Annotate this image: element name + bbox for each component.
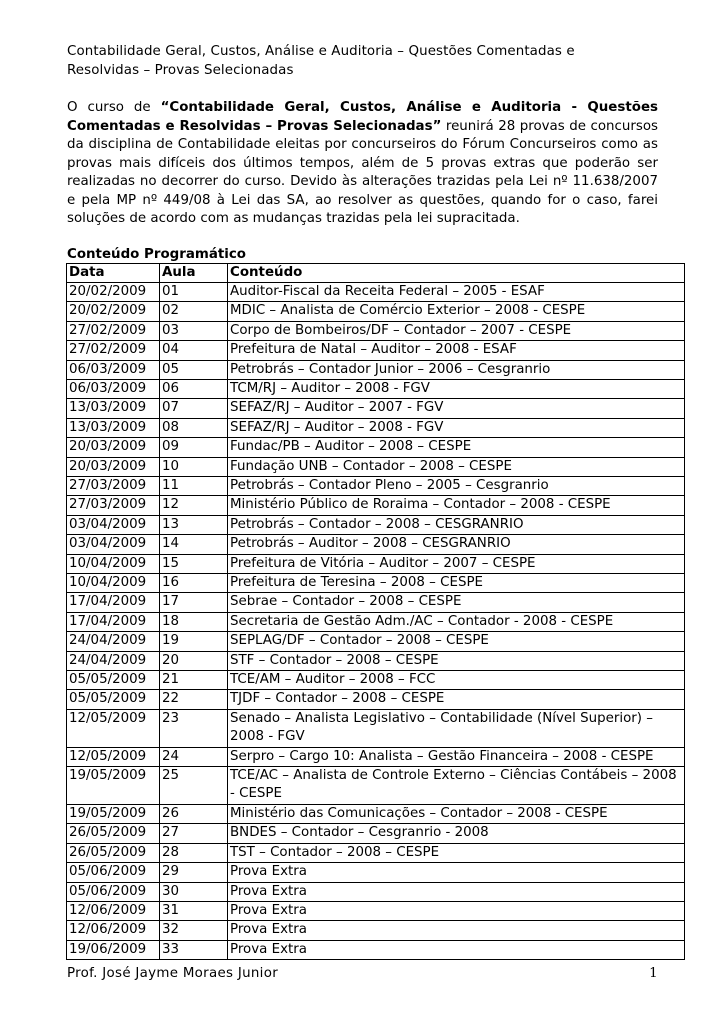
intro-paragraph (67, 99, 658, 229)
header-conteudo: Conteúdo (228, 263, 685, 282)
table-row (67, 535, 685, 554)
program-table (66, 263, 685, 961)
row-conteudo: TST – Contador – 2008 – CESPE (228, 843, 685, 862)
row-aula: 21 (160, 671, 228, 690)
row-aula: 31 (160, 901, 228, 920)
row-date: 27/03/2009 (67, 496, 160, 515)
row-aula: 08 (160, 418, 228, 437)
table-row (67, 882, 685, 901)
row-date: 26/05/2009 (67, 824, 160, 843)
row-date: 19/06/2009 (67, 940, 160, 959)
table-row (67, 671, 685, 690)
page-footer (67, 966, 658, 981)
intro-post: reunirá 28 provas de concursos da disciplina de Contabilidade eleitas por concurseiros do Fórum Concurseiros como as provas mais difíceis dos últimos tempos, além de 5 provas extras que poderão ser realizadas no decorrer do curso. Devido às alterações trazidas pela Lei nº 11.638/2007 e pela MP nº 449/08 à Lei das SA, ao resolver as questões, quando for o caso, farei soluções de acordo com as mudanças trazidas pela lei supracitada. (67, 118, 658, 226)
row-conteudo: Prefeitura de Teresina – 2008 – CESPE (228, 574, 685, 593)
row-aula: 30 (160, 882, 228, 901)
table-row (67, 824, 685, 843)
row-aula: 13 (160, 515, 228, 534)
document-header (67, 42, 658, 80)
row-aula: 14 (160, 535, 228, 554)
row-aula: 01 (160, 282, 228, 301)
row-date: 12/06/2009 (67, 901, 160, 920)
row-date: 03/04/2009 (67, 535, 160, 554)
row-date: 05/06/2009 (67, 863, 160, 882)
table-row (67, 515, 685, 534)
row-aula: 24 (160, 747, 228, 766)
table-row (67, 709, 685, 747)
row-conteudo: Secretaria de Gestão Adm./AC – Contador - 2008 - CESPE (228, 612, 685, 631)
table-row (67, 593, 685, 612)
row-conteudo: Prova Extra (228, 901, 685, 920)
row-date: 12/05/2009 (67, 747, 160, 766)
row-conteudo: Petrobrás – Contador Junior – 2006 – Cesgranrio (228, 360, 685, 379)
row-date: 05/06/2009 (67, 882, 160, 901)
row-aula: 32 (160, 921, 228, 940)
row-aula: 11 (160, 476, 228, 495)
row-conteudo: Petrobrás – Contador – 2008 – CESGRANRIO (228, 515, 685, 534)
table-row (67, 476, 685, 495)
row-conteudo: BNDES – Contador – Cesgranrio - 2008 (228, 824, 685, 843)
row-conteudo: Prova Extra (228, 921, 685, 940)
row-conteudo: SEFAZ/RJ – Auditor – 2008 - FGV (228, 418, 685, 437)
row-date: 10/04/2009 (67, 554, 160, 573)
row-date: 12/06/2009 (67, 921, 160, 940)
row-date: 20/03/2009 (67, 438, 160, 457)
row-conteudo: SEFAZ/RJ – Auditor – 2007 - FGV (228, 399, 685, 418)
table-row (67, 418, 685, 437)
row-aula: 22 (160, 690, 228, 709)
row-date: 13/03/2009 (67, 399, 160, 418)
row-date: 27/03/2009 (67, 476, 160, 495)
header-aula: Aula (160, 263, 228, 282)
row-aula: 25 (160, 767, 228, 805)
row-aula: 09 (160, 438, 228, 457)
row-date: 10/04/2009 (67, 574, 160, 593)
row-conteudo: Auditor-Fiscal da Receita Federal – 2005 - ESAF (228, 282, 685, 301)
table-row (67, 863, 685, 882)
row-aula: 20 (160, 651, 228, 670)
table-row (67, 321, 685, 340)
table-row (67, 940, 685, 959)
row-aula: 06 (160, 379, 228, 398)
table-row (67, 554, 685, 573)
row-aula: 15 (160, 554, 228, 573)
footer-author: Prof. José Jayme Moraes Junior (67, 966, 278, 981)
row-date: 26/05/2009 (67, 843, 160, 862)
table-row (67, 574, 685, 593)
table-row (67, 921, 685, 940)
row-aula: 26 (160, 804, 228, 823)
row-aula: 12 (160, 496, 228, 515)
row-date: 27/02/2009 (67, 341, 160, 360)
row-conteudo: SEPLAG/DF – Contador – 2008 – CESPE (228, 632, 685, 651)
row-conteudo: Ministério Público de Roraima – Contador – 2008 - CESPE (228, 496, 685, 515)
row-conteudo: Prova Extra (228, 863, 685, 882)
row-conteudo: Fundação UNB – Contador – 2008 – CESPE (228, 457, 685, 476)
row-date: 24/04/2009 (67, 651, 160, 670)
row-conteudo: Ministério das Comunicações – Contador – 2008 - CESPE (228, 804, 685, 823)
row-date: 20/02/2009 (67, 282, 160, 301)
row-aula: 07 (160, 399, 228, 418)
row-aula: 29 (160, 863, 228, 882)
table-row (67, 767, 685, 805)
row-date: 27/02/2009 (67, 321, 160, 340)
row-conteudo: Prefeitura de Natal – Auditor – 2008 - ESAF (228, 341, 685, 360)
row-date: 19/05/2009 (67, 767, 160, 805)
row-aula: 04 (160, 341, 228, 360)
row-conteudo: MDIC – Analista de Comércio Exterior – 2008 - CESPE (228, 302, 685, 321)
row-date: 19/05/2009 (67, 804, 160, 823)
table-row (67, 843, 685, 862)
row-date: 06/03/2009 (67, 379, 160, 398)
table-row (67, 612, 685, 631)
table-row (67, 282, 685, 301)
intro-course-title: “Contabilidade Geral, Custos, Análise e Auditoria - Questões Comentadas e Resolvidas – Provas Selecionadas” (67, 100, 659, 134)
row-date: 05/05/2009 (67, 671, 160, 690)
row-date: 24/04/2009 (67, 632, 160, 651)
row-conteudo: Corpo de Bombeiros/DF – Contador – 2007 - CESPE (228, 321, 685, 340)
table-row (67, 496, 685, 515)
row-aula: 33 (160, 940, 228, 959)
row-aula: 19 (160, 632, 228, 651)
row-date: 17/04/2009 (67, 612, 160, 631)
table-row (67, 341, 685, 360)
header-line-2: Resolvidas – Provas Selecionadas (67, 63, 294, 78)
row-conteudo: STF – Contador – 2008 – CESPE (228, 651, 685, 670)
section-title: Conteúdo Programático (67, 246, 246, 262)
row-conteudo: Prova Extra (228, 940, 685, 959)
table-row (67, 379, 685, 398)
row-conteudo: Prova Extra (228, 882, 685, 901)
row-conteudo: Serpro – Cargo 10: Analista – Gestão Financeira – 2008 - CESPE (228, 747, 685, 766)
row-aula: 27 (160, 824, 228, 843)
table-row (67, 804, 685, 823)
row-conteudo: Prefeitura de Vitória – Auditor – 2007 – CESPE (228, 554, 685, 573)
header-date: Data (67, 263, 160, 282)
row-aula: 10 (160, 457, 228, 476)
table-row (67, 747, 685, 766)
row-date: 03/04/2009 (67, 515, 160, 534)
row-conteudo: TCE/AC – Analista de Controle Externo – Ciências Contábeis – 2008 - CESPE (228, 767, 685, 805)
row-conteudo: Fundac/PB – Auditor – 2008 – CESPE (228, 438, 685, 457)
row-aula: 02 (160, 302, 228, 321)
row-conteudo: TCM/RJ – Auditor – 2008 - FGV (228, 379, 685, 398)
row-date: 05/05/2009 (67, 690, 160, 709)
row-aula: 05 (160, 360, 228, 379)
row-date: 20/03/2009 (67, 457, 160, 476)
table-row (67, 399, 685, 418)
page-number: 1 (649, 966, 658, 981)
table-row (67, 632, 685, 651)
row-aula: 16 (160, 574, 228, 593)
row-date: 20/02/2009 (67, 302, 160, 321)
header-line-1: Contabilidade Geral, Custos, Análise e Auditoria – Questões Comentadas e (67, 44, 575, 59)
table-row (67, 438, 685, 457)
table-row (67, 901, 685, 920)
table-header-row (67, 263, 685, 282)
row-conteudo: Senado – Analista Legislativo – Contabilidade (Nível Superior) – 2008 - FGV (228, 709, 685, 747)
row-date: 06/03/2009 (67, 360, 160, 379)
table-row (67, 457, 685, 476)
row-aula: 23 (160, 709, 228, 747)
row-conteudo: Petrobrás – Auditor – 2008 – CESGRANRIO (228, 535, 685, 554)
table-row (67, 690, 685, 709)
row-conteudo: TCE/AM – Auditor – 2008 – FCC (228, 671, 685, 690)
intro-pre: O curso de (67, 100, 161, 115)
row-aula: 03 (160, 321, 228, 340)
row-date: 13/03/2009 (67, 418, 160, 437)
table-row (67, 360, 685, 379)
row-date: 17/04/2009 (67, 593, 160, 612)
table-row (67, 651, 685, 670)
row-aula: 18 (160, 612, 228, 631)
document-page (67, 42, 677, 960)
row-aula: 28 (160, 843, 228, 862)
row-conteudo: TJDF – Contador – 2008 – CESPE (228, 690, 685, 709)
row-date: 12/05/2009 (67, 709, 160, 747)
table-row (67, 302, 685, 321)
row-aula: 17 (160, 593, 228, 612)
row-conteudo: Petrobrás – Contador Pleno – 2005 – Cesgranrio (228, 476, 685, 495)
table-body (67, 282, 685, 959)
row-conteudo: Sebrae – Contador – 2008 – CESPE (228, 593, 685, 612)
